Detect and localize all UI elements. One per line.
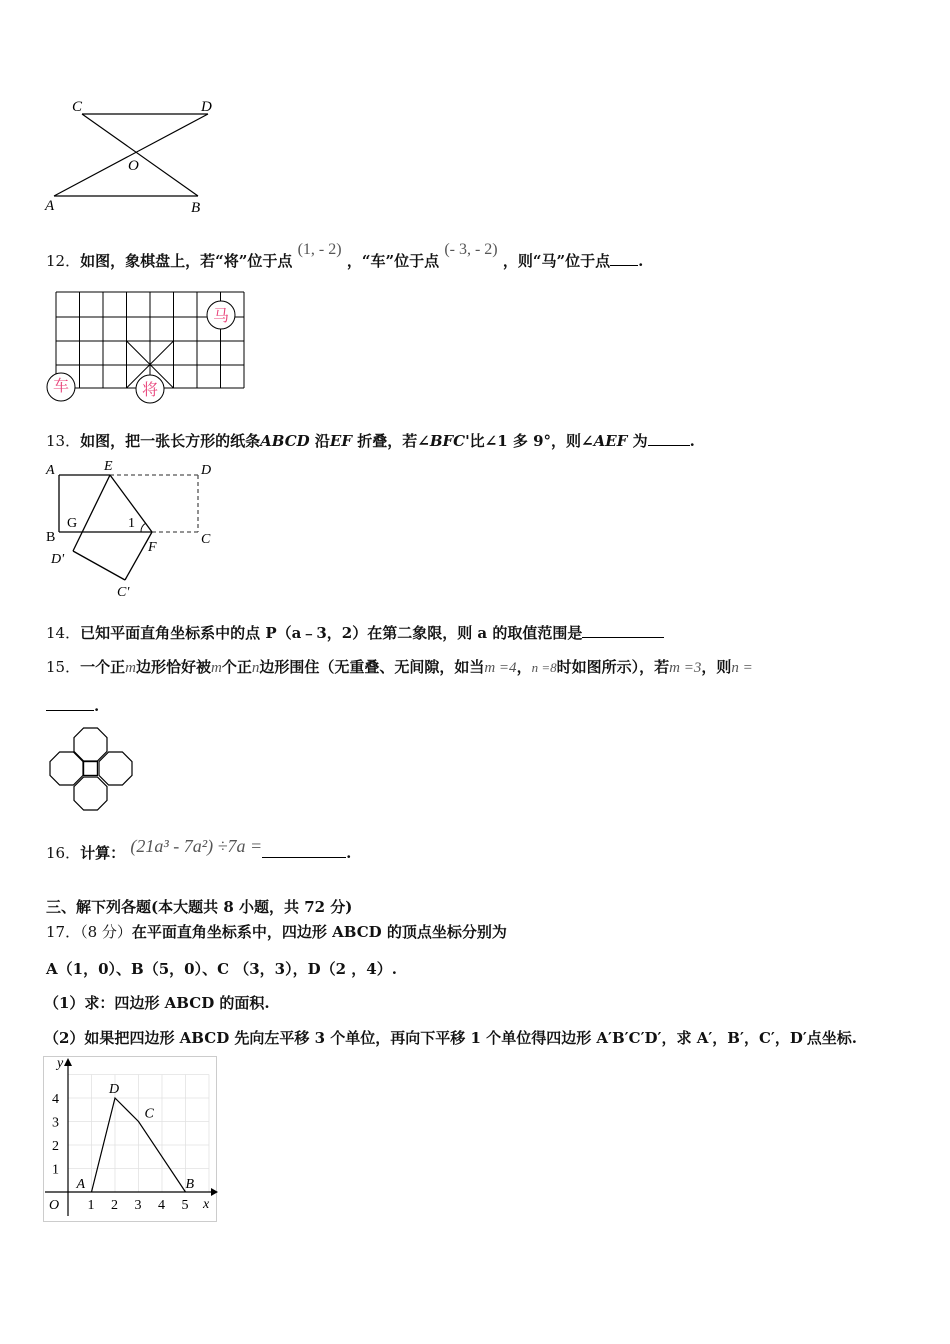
q13-text-b: 沿 (314, 432, 330, 450)
m-equals-4: m =4 (484, 660, 517, 676)
answer-blank[interactable] (46, 696, 94, 711)
q16-text-end: . (346, 844, 352, 862)
vertex-label-b: B (185, 1177, 195, 1192)
question-number: 16． (46, 844, 81, 862)
q13-text-d: 比∠1 多 9°，则∠ (469, 432, 594, 450)
figure-13-folded-strip (40, 456, 230, 604)
label-d: D (201, 99, 212, 115)
y-tick-label: 1 (52, 1162, 59, 1178)
answer-blank[interactable] (610, 251, 638, 266)
vertex-label-a: A (76, 1177, 86, 1192)
y-tick-label: 4 (52, 1092, 59, 1107)
q13-aef: AEF (593, 432, 628, 450)
q13-abcd: ABCD (260, 432, 310, 450)
q12-text-d: . (638, 252, 644, 270)
x-tick-label: 5 (181, 1198, 189, 1213)
q13-bfc: BFC' (429, 432, 470, 450)
figure-15-octagons (48, 726, 134, 812)
origin-label: O (49, 1198, 60, 1213)
q13-text-a: 如图，把一张长方形的纸条 (80, 432, 261, 450)
q13-text-f: . (689, 432, 695, 450)
m-equals-3: m =3 (669, 660, 702, 676)
x-tick-label: 4 (158, 1198, 165, 1213)
label-a: A (46, 463, 55, 478)
q17-score: （8 分） (80, 923, 132, 941)
q16-text: 计算： (80, 844, 126, 862)
label-g: G (67, 516, 78, 531)
answer-blank[interactable] (582, 623, 664, 638)
piece-ma: 马 (213, 308, 230, 325)
label-c-prime: C' (117, 585, 130, 600)
q13-text-e: 为 (632, 432, 648, 450)
question-number: 14． (46, 624, 81, 642)
label-o: O (128, 158, 139, 174)
vertex-label-d: D (109, 1082, 120, 1097)
x-tick-label: 1 (87, 1198, 95, 1213)
label-b: B (46, 530, 56, 545)
question-number: 13． (46, 432, 81, 450)
q12-text-a: 如图，象棋盘上，若“将”位于点 (80, 252, 293, 270)
vertex-label-c: C (144, 1106, 154, 1122)
question-13 (46, 430, 695, 451)
label-angle-1: 1 (128, 516, 135, 531)
q17-part-1: （1）求：四边形 ABCD 的面积. (44, 994, 270, 1012)
q17-coords: A（1，0）、B（5，0）、C （3，3），D（2 ，4）. (46, 960, 397, 978)
answer-blank[interactable] (648, 431, 690, 446)
question-number: 15． (46, 658, 81, 676)
q15-text-c: 个正 (221, 658, 252, 676)
y-tick-label: 3 (52, 1115, 59, 1131)
piece-jiang: 将 (142, 382, 159, 399)
q15-text-f: ，则 (701, 658, 732, 676)
x-tick-label: 3 (134, 1198, 142, 1213)
label-c: C (201, 532, 211, 547)
label-b: B (191, 200, 201, 216)
q14-text: 已知平面直角坐标系中的点 P（a﹣3，2）在第二象限，则 a 的取值范围是 (80, 624, 583, 642)
question-number: 17． (46, 923, 81, 941)
label-d: D (201, 463, 212, 478)
q15-text-d: 边形围住（无重叠、无间隙，如当 (259, 658, 485, 676)
label-c: C (72, 99, 83, 115)
axis-x-label: x (203, 1197, 210, 1212)
piece-che: 车 (53, 378, 70, 395)
q13-text-c: 折叠，若∠ (357, 432, 430, 450)
expression: (21a³ - 7a²) ÷7a = (130, 836, 263, 856)
q12-text-b: ，“车”位于点 (346, 252, 440, 270)
question-15-answer-line (46, 696, 99, 715)
var-m: m (125, 660, 136, 676)
question-17 (46, 921, 507, 942)
q15-text-a: 一个正 (80, 658, 126, 676)
figure-11-triangles (40, 92, 230, 222)
var-m-2: m (210, 660, 222, 676)
axis-y-label: y (57, 1056, 64, 1071)
q17-text-a: 在平面直角坐标系中，四边形 ABCD 的顶点坐标分别为 (131, 923, 507, 941)
label-e: E (104, 459, 113, 474)
question-number: 12． (46, 252, 81, 270)
q12-text-c: ，则“马”位于点 (502, 252, 611, 270)
var-n: n (251, 660, 260, 676)
question-14 (46, 622, 664, 643)
label-d-prime: D' (51, 552, 65, 567)
q15-sep: ， (516, 658, 532, 676)
point-jiang: (1, - 2) (297, 241, 342, 258)
label-a: A (45, 198, 55, 214)
label-f: F (148, 540, 157, 555)
q15-text-e: 时如图所示），若 (556, 658, 670, 676)
n-equals: n = (731, 660, 753, 676)
q13-ef: EF (329, 432, 352, 450)
q17-part-2: （2）如果把四边形 ABCD 先向左平移 3 个单位，再向下平移 1 个单位得四边形 A′B′C′D′，求 A′，B′，C′，D′点坐标. (44, 1029, 858, 1047)
y-tick-label: 2 (52, 1139, 59, 1154)
figure-12-chessboard (40, 288, 255, 410)
section-3-title: 三、解下列各题(本大题共 8 小题，共 72 分) (46, 898, 353, 916)
x-tick-label: 2 (111, 1198, 118, 1213)
q15-text-g: . (94, 697, 100, 715)
n-equals-8: n =8 (531, 660, 557, 675)
question-16 (46, 836, 352, 863)
question-12 (46, 241, 644, 271)
answer-blank[interactable] (262, 843, 346, 858)
q15-text-b: 边形恰好被 (135, 658, 211, 676)
figure-17-coordinate-plane (43, 1056, 218, 1222)
point-che: (- 3, - 2) (444, 241, 498, 258)
question-15 (46, 656, 753, 677)
